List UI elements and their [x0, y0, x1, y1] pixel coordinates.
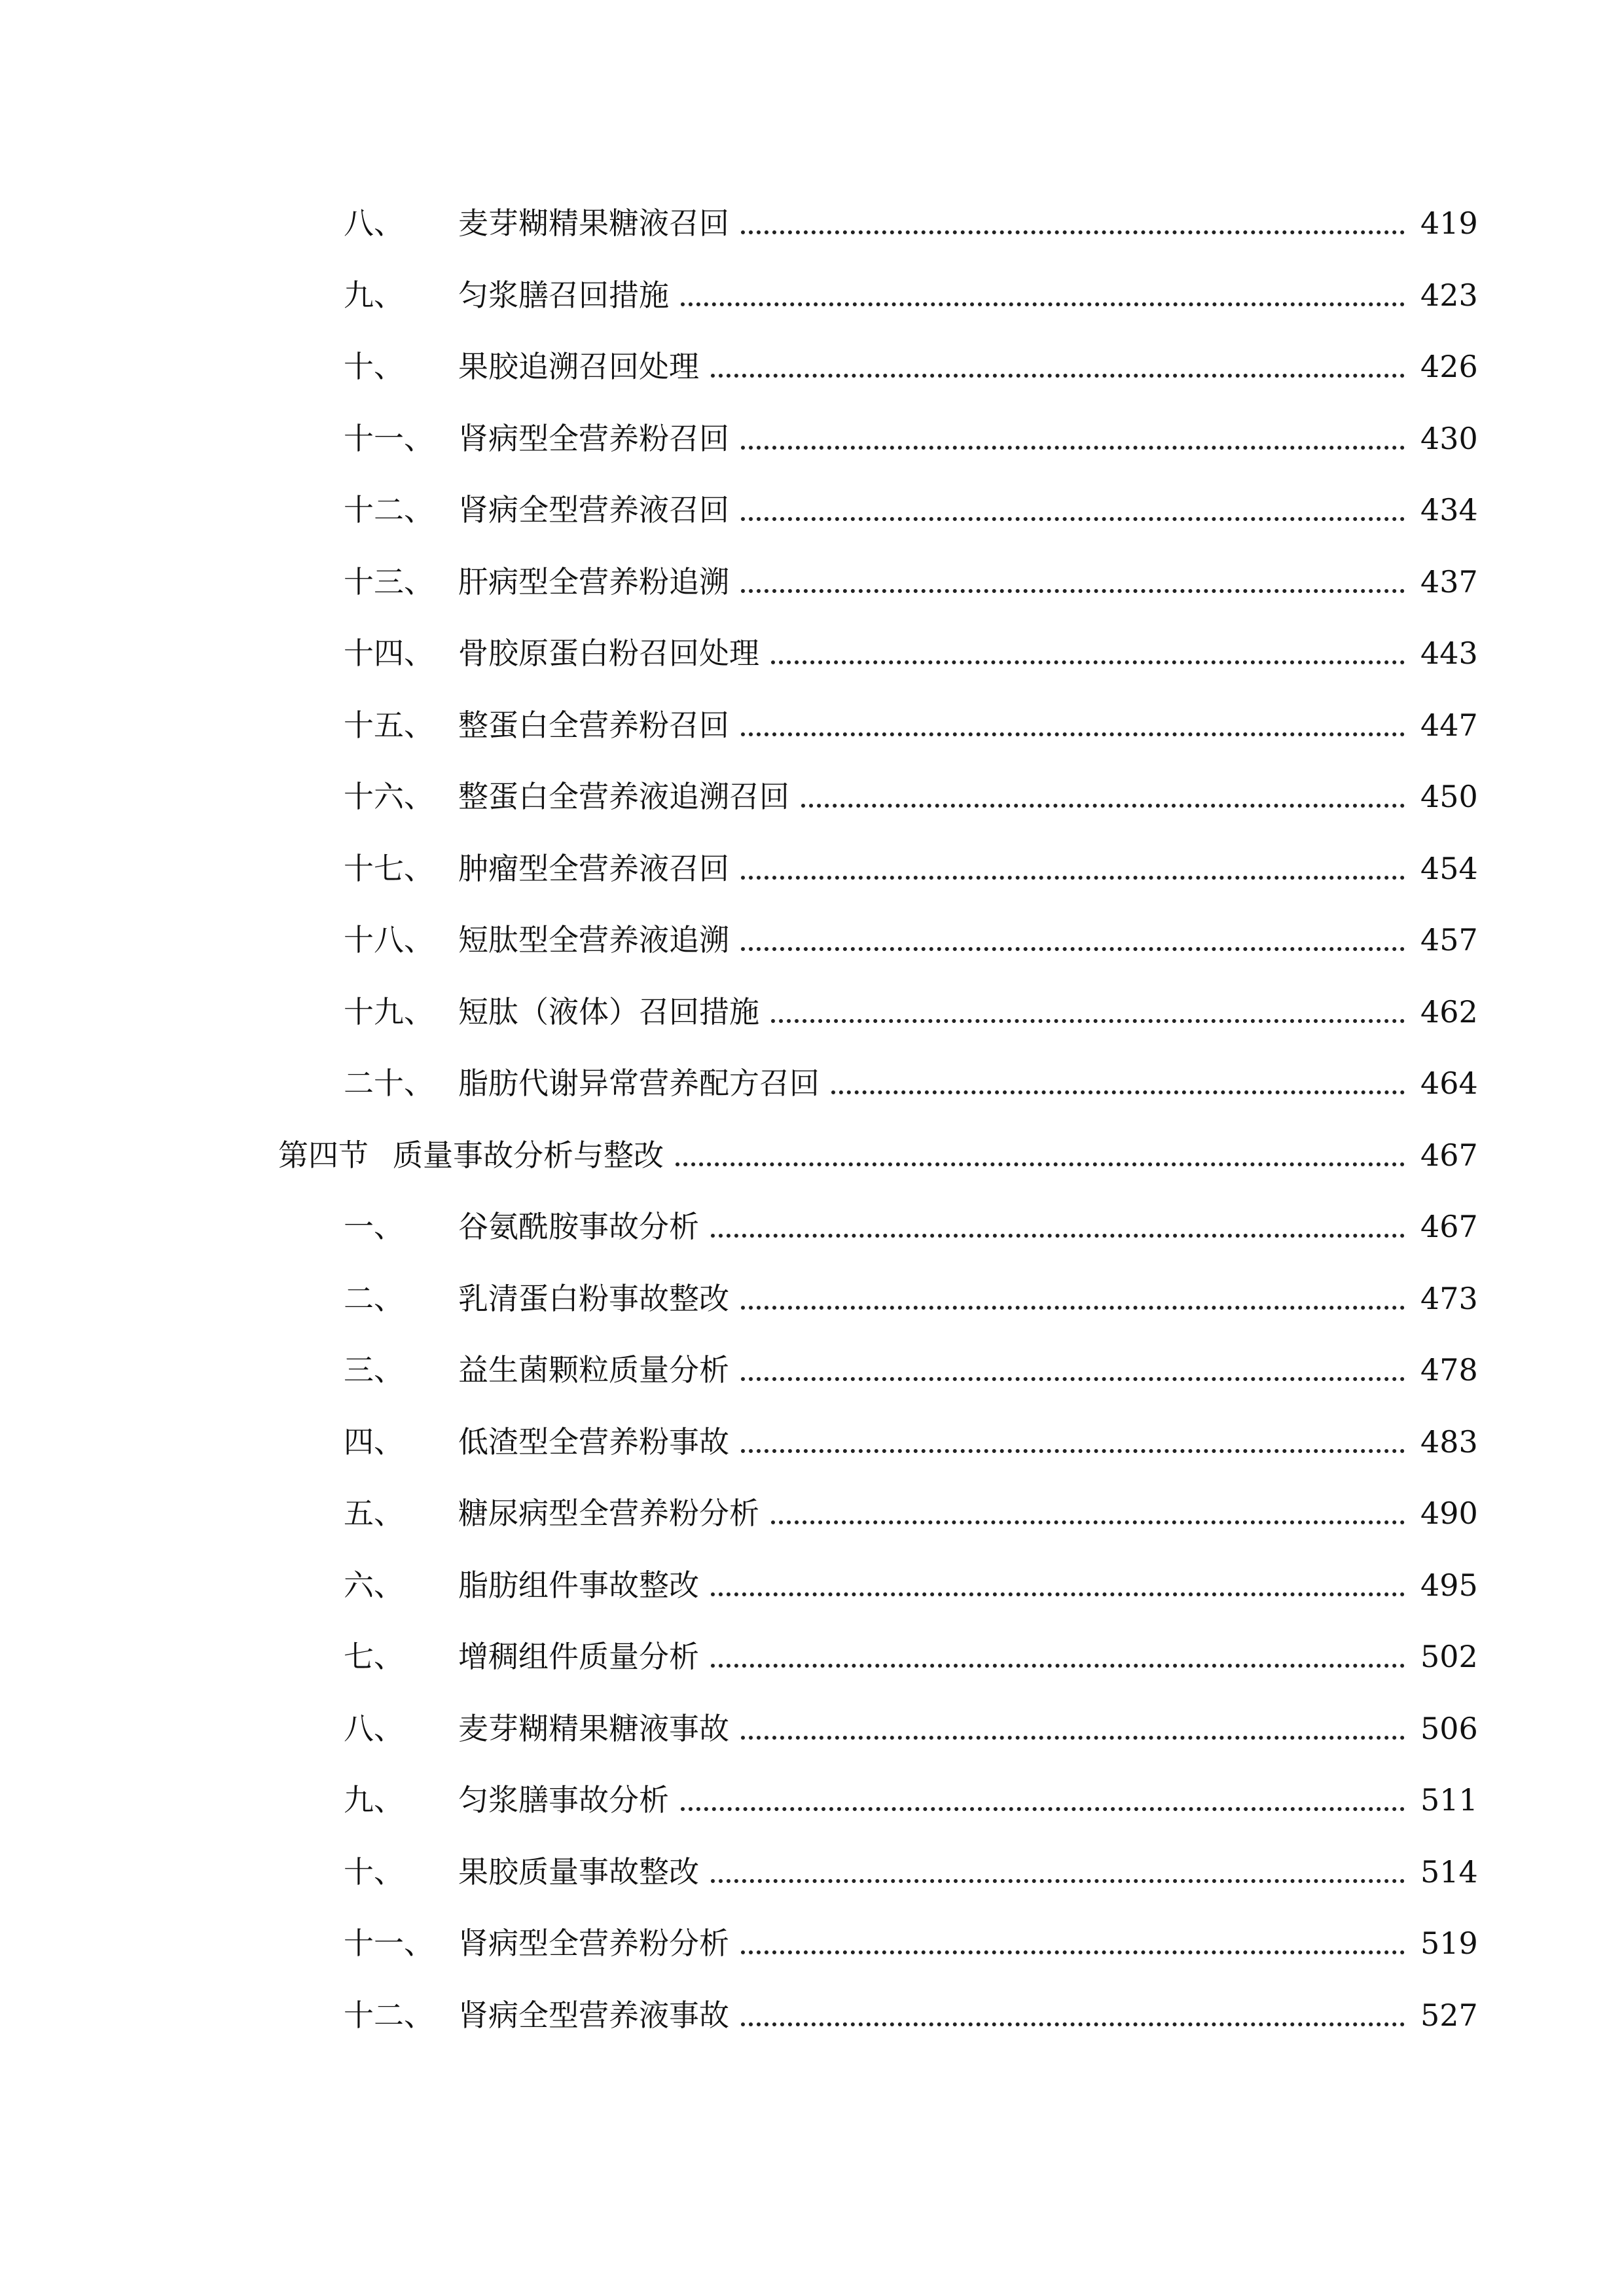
toc-entry-number: 十二、	[344, 1998, 434, 2033]
toc-entry-page: 447	[1420, 708, 1478, 743]
toc-entry-number: 十七、	[344, 851, 434, 886]
toc-entry-page: 506	[1420, 1711, 1478, 1746]
toc-entry[interactable]	[0, 1408, 1624, 1461]
toc-entry-page: 426	[1420, 349, 1478, 384]
toc-entry-number: 十、	[344, 1854, 404, 1890]
toc-entry-title: 肾病全型营养液召回	[458, 492, 729, 528]
toc-entry-number: 十四、	[344, 636, 434, 671]
toc-entry-number: 十六、	[344, 779, 434, 814]
toc-entry[interactable]	[0, 1193, 1624, 1246]
toc-entry-number: 十九、	[344, 994, 434, 1030]
toc-entry-title: 乳清蛋白粉事故整改	[458, 1281, 729, 1316]
toc-entry-number: 十八、	[344, 922, 434, 958]
toc-entry-page: 419	[1420, 206, 1478, 241]
toc-entry-title: 益生菌颗粒质量分析	[458, 1352, 729, 1388]
toc-entry[interactable]	[0, 333, 1624, 386]
toc-entry-title: 糖尿病型全营养粉分析	[458, 1496, 759, 1531]
toc-entry-number: 九、	[344, 278, 404, 313]
toc-entry[interactable]	[0, 476, 1624, 529]
toc-entry-title: 肿瘤型全营养液召回	[458, 851, 729, 886]
dot-leader	[741, 1736, 1405, 1740]
dot-leader	[711, 1664, 1405, 1668]
toc-entry[interactable]	[0, 1839, 1624, 1891]
toc-entry[interactable]	[0, 548, 1624, 601]
dot-leader	[741, 517, 1405, 521]
dot-leader	[711, 1234, 1405, 1238]
dot-leader	[771, 1019, 1405, 1023]
toc-entry-page: 423	[1420, 278, 1478, 313]
dot-leader	[741, 1449, 1405, 1453]
dot-leader	[741, 2022, 1405, 2026]
toc-entry-title: 肝病型全营养粉追溯	[458, 564, 729, 600]
toc-entry-page: 430	[1420, 421, 1478, 456]
toc-entry[interactable]	[0, 1265, 1624, 1318]
toc-section-entry[interactable]	[0, 1122, 1624, 1174]
toc-entry-page: 464	[1420, 1066, 1478, 1101]
toc-entry-title: 脂肪代谢异常营养配方召回	[458, 1066, 820, 1101]
dot-leader	[681, 302, 1405, 306]
toc-entry-title: 肾病全型营养液事故	[458, 1998, 729, 2033]
toc-entry[interactable]	[0, 835, 1624, 888]
toc-entry-title: 谷氨酰胺事故分析	[458, 1209, 699, 1244]
toc-entry-title: 匀浆膳召回措施	[458, 278, 669, 313]
toc-entry-page: 511	[1420, 1782, 1478, 1818]
toc-entry[interactable]	[0, 620, 1624, 672]
dot-leader	[741, 1377, 1405, 1381]
toc-entry-page: 519	[1420, 1926, 1478, 1961]
toc-entry-number: 三、	[344, 1352, 404, 1388]
toc-entry[interactable]	[0, 1480, 1624, 1532]
toc-entry-page: 462	[1420, 994, 1478, 1030]
toc-entry-number: 六、	[344, 1568, 404, 1603]
toc-entry-title: 短肽型全营养液追溯	[458, 922, 729, 958]
toc-entry-number: 二十、	[344, 1066, 434, 1101]
toc-entry[interactable]	[0, 1982, 1624, 2034]
toc-entry-number: 四、	[344, 1424, 404, 1460]
toc-entry-page: 514	[1420, 1854, 1478, 1890]
toc-entry-title: 麦芽糊精果糖液召回	[458, 206, 729, 241]
dot-leader	[711, 1592, 1405, 1596]
toc-entry-title: 低渣型全营养粉事故	[458, 1424, 729, 1460]
dot-leader	[741, 230, 1405, 234]
toc-entry-number: 十、	[344, 349, 404, 384]
toc-entry[interactable]	[0, 262, 1624, 314]
dot-leader	[741, 1306, 1405, 1310]
toc-entry-page: 437	[1420, 564, 1478, 600]
dot-leader	[681, 1807, 1405, 1811]
toc-entry-title: 骨胶原蛋白粉召回处理	[458, 636, 759, 671]
toc-entry[interactable]	[0, 763, 1624, 816]
dot-leader	[711, 1879, 1405, 1883]
dot-leader	[771, 660, 1405, 664]
dot-leader	[741, 947, 1405, 951]
toc-entry-number: 八、	[344, 1711, 404, 1746]
toc-entry-number: 九、	[344, 1782, 404, 1818]
toc-entry-page: 443	[1420, 636, 1478, 671]
toc-entry-title: 整蛋白全营养液追溯召回	[458, 779, 789, 814]
toc-entry-page: 467	[1420, 1209, 1478, 1244]
dot-leader	[676, 1162, 1405, 1166]
toc-entry-number: 十一、	[344, 1926, 434, 1961]
toc-entry-number: 八、	[344, 206, 404, 241]
toc-entry-title: 肾病型全营养粉分析	[458, 1926, 729, 1961]
toc-entry-number: 十三、	[344, 564, 434, 600]
toc-entry[interactable]	[0, 1910, 1624, 1962]
dot-leader	[771, 1520, 1405, 1524]
toc-entry-title: 整蛋白全营养粉召回	[458, 708, 729, 743]
dot-leader	[801, 804, 1405, 808]
toc-entry-title: 果胶质量事故整改	[458, 1854, 699, 1890]
toc-entry[interactable]	[0, 1050, 1624, 1102]
toc-entry-page: 450	[1420, 779, 1478, 814]
toc-entry-title: 麦芽糊精果糖液事故	[458, 1711, 729, 1746]
toc-entry-title: 脂肪组件事故整改	[458, 1568, 699, 1603]
toc-entry[interactable]	[0, 1695, 1624, 1748]
toc-entry-page: 434	[1420, 492, 1478, 528]
toc-entry-title: 果胶追溯召回处理	[458, 349, 699, 384]
toc-entry-number: 第四节	[278, 1138, 369, 1173]
toc-entry-page: 478	[1420, 1352, 1478, 1388]
toc-entry-title: 增稠组件质量分析	[458, 1639, 699, 1674]
toc-entry-number: 五、	[344, 1496, 404, 1531]
toc-entry-page: 502	[1420, 1639, 1478, 1674]
toc-entry[interactable]	[0, 1623, 1624, 1676]
toc-entry-page: 467	[1420, 1138, 1478, 1173]
toc-entry[interactable]	[0, 405, 1624, 457]
toc-entry-number: 七、	[344, 1639, 404, 1674]
dot-leader	[711, 374, 1405, 378]
toc-entry[interactable]	[0, 978, 1624, 1031]
dot-leader	[831, 1090, 1405, 1094]
dot-leader	[741, 589, 1405, 593]
dot-leader	[741, 446, 1405, 450]
toc-entry-page: 483	[1420, 1424, 1478, 1460]
dot-leader	[741, 732, 1405, 736]
toc-entry-number: 二、	[344, 1281, 404, 1316]
toc-entry-number: 一、	[344, 1209, 404, 1244]
toc-entry-page: 473	[1420, 1281, 1478, 1316]
toc-entry-title: 短肽（液体）召回措施	[458, 994, 759, 1030]
toc-entry-number: 十五、	[344, 708, 434, 743]
toc-entry-page: 490	[1420, 1496, 1478, 1531]
toc-entry[interactable]	[0, 1336, 1624, 1389]
toc-entry-title: 匀浆膳事故分析	[458, 1782, 669, 1818]
toc-entry-page: 495	[1420, 1568, 1478, 1603]
toc-entry-number: 十一、	[344, 421, 434, 456]
toc-entry-page: 527	[1420, 1998, 1478, 2033]
toc-entry[interactable]	[0, 1552, 1624, 1604]
toc-entry-title: 肾病型全营养粉召回	[458, 421, 729, 456]
toc-entry[interactable]	[0, 906, 1624, 959]
dot-leader	[741, 876, 1405, 880]
dot-leader	[741, 1950, 1405, 1954]
toc-entry[interactable]	[0, 692, 1624, 744]
toc-entry-page: 457	[1420, 922, 1478, 958]
toc-entry[interactable]	[0, 1767, 1624, 1819]
toc-entry-title: 质量事故分析与整改	[393, 1138, 664, 1173]
toc-entry-page: 454	[1420, 851, 1478, 886]
toc-entry-number: 十二、	[344, 492, 434, 528]
toc-entry[interactable]	[0, 190, 1624, 242]
